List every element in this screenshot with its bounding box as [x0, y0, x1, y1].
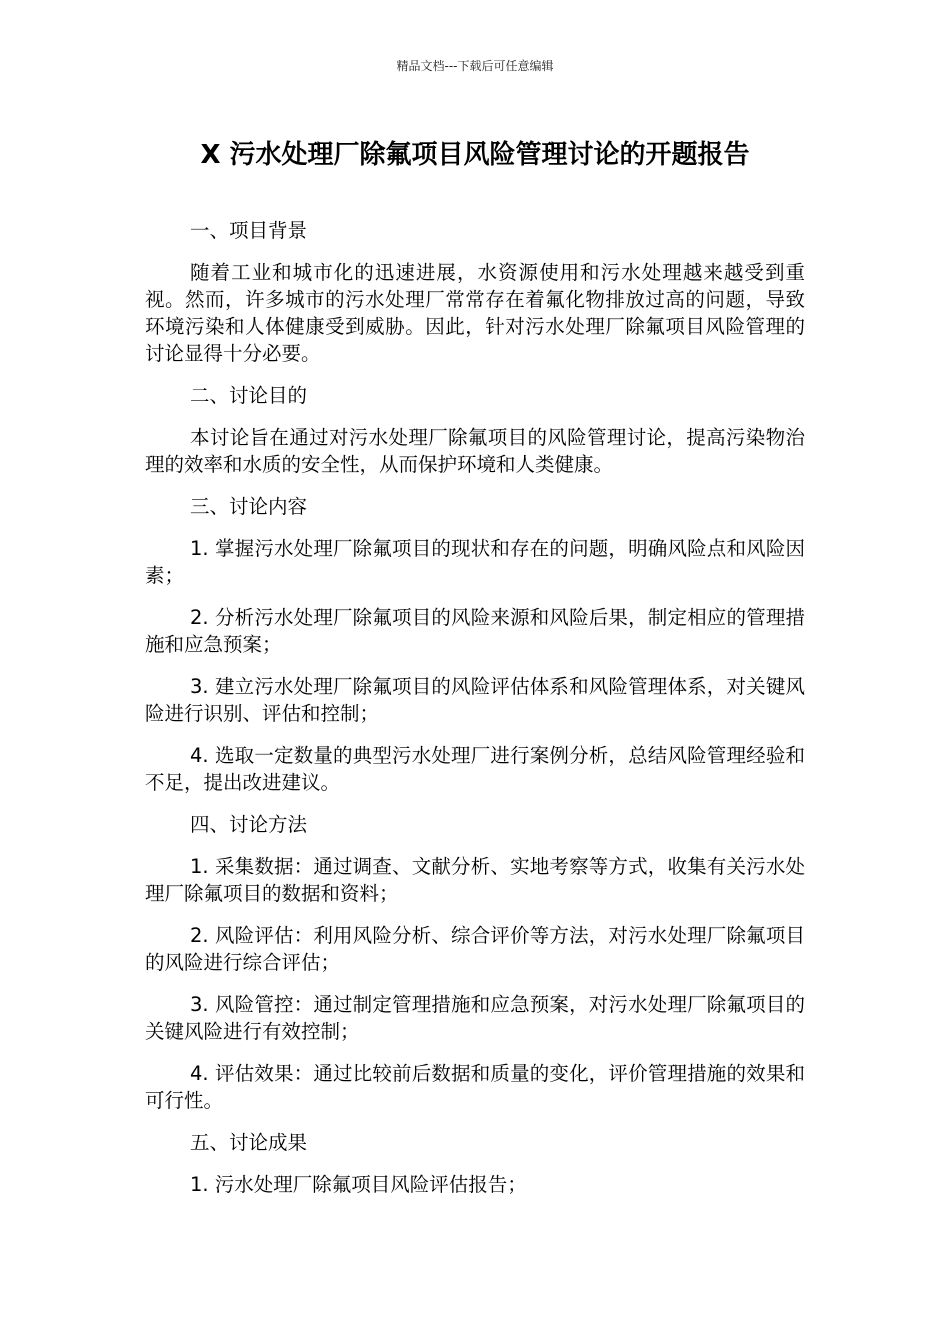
list-item-method-4: 4. 评估效果：通过比较前后数据和质量的变化，评价管理措施的效果和可行性。 — [145, 1062, 805, 1112]
page-header: 精品文档---下载后可任意编辑 — [396, 59, 554, 73]
paragraph-purpose: 本讨论旨在通过对污水处理厂除氟项目的风险管理讨论，提高污染物治理的效率和水质的安全性，从而保护环境和人类健康。 — [145, 426, 805, 476]
section-heading-method: 四、讨论方法 — [190, 813, 308, 836]
section-heading-content: 三、讨论内容 — [190, 495, 308, 518]
list-item-method-1: 1. 采集数据：通过调查、文献分析、实地考察等方式，收集有关污水处理厂除氟项目的数据和资料； — [145, 855, 805, 905]
list-item-content-1: 1. 掌握污水处理厂除氟项目的现状和存在的问题，明确风险点和风险因素； — [145, 537, 805, 587]
section-heading-purpose: 二、讨论目的 — [190, 384, 308, 407]
list-item-content-2: 2. 分析污水处理厂除氟项目的风险来源和风险后果，制定相应的管理措施和应急预案； — [145, 606, 805, 656]
list-item-method-2: 2. 风险评估：利用风险分析、综合评价等方法，对污水处理厂除氟项目的风险进行综合评估； — [145, 924, 805, 974]
list-item-results-1: 1. 污水处理厂除氟项目风险评估报告； — [190, 1173, 527, 1196]
list-item-content-4: 4. 选取一定数量的典型污水处理厂进行案例分析，总结风险管理经验和不足，提出改进建议。 — [145, 744, 805, 794]
list-item-content-3: 3. 建立污水处理厂除氟项目的风险评估体系和风险管理体系，对关键风险进行识别、评估和控制； — [145, 675, 805, 725]
document-body — [145, 217, 805, 1213]
section-heading-background: 一、项目背景 — [190, 219, 308, 242]
paragraph-background: 随着工业和城市化的迅速进展，水资源使用和污水处理越来越受到重视。然而，许多城市的污水处理厂常常存在着氟化物排放过高的问题，导致环境污染和人体健康受到威胁。因此，针对污水处理厂除氟项目风险管理的讨论显得十分必要。 — [145, 261, 805, 365]
document-title: X 污水处理厂除氟项目风险管理讨论的开题报告 — [200, 140, 750, 170]
section-heading-results: 五、讨论成果 — [190, 1131, 308, 1154]
list-item-method-3: 3. 风险管控：通过制定管理措施和应急预案，对污水处理厂除氟项目的关键风险进行有效控制； — [145, 993, 805, 1043]
